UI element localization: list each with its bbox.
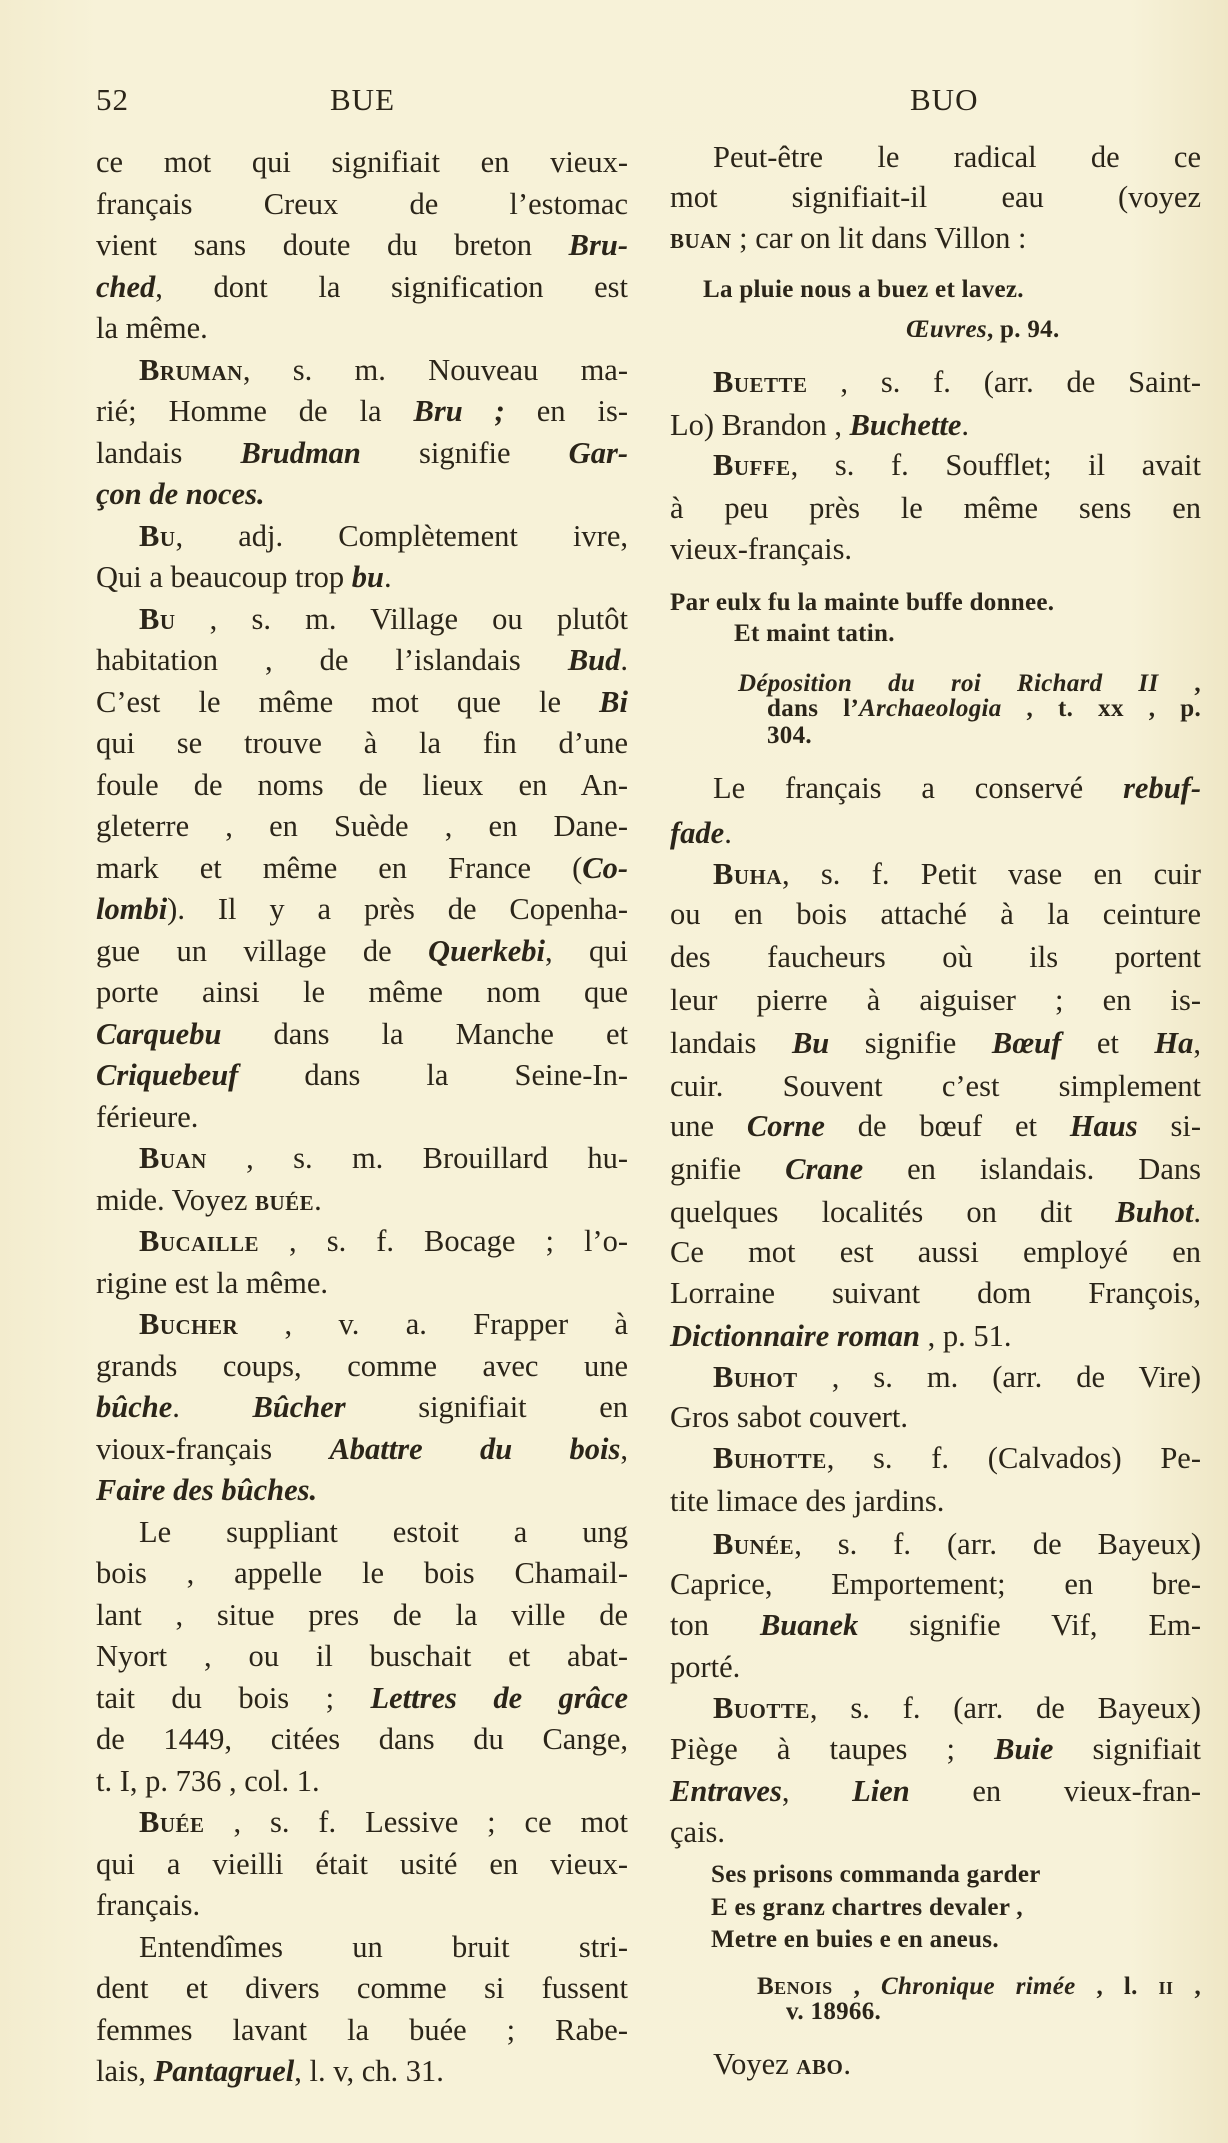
- headword: Buotte: [713, 1691, 810, 1725]
- text-line: [670, 813, 1201, 853]
- text-run: la même.: [96, 311, 208, 345]
- text-line: [670, 1066, 1201, 1106]
- italic-term: Archaeologia: [859, 695, 1002, 722]
- text-line: [96, 474, 628, 514]
- headword: Buette: [713, 365, 808, 399]
- italic-term: Bœuf: [991, 1026, 1062, 1060]
- text-line: [139, 1927, 628, 1967]
- quotation-line: [703, 270, 1201, 310]
- italic-term: Bi: [599, 684, 628, 719]
- text-run: leur pierre à aiguiser ; en is-: [670, 983, 1201, 1017]
- text-line: [713, 445, 1201, 485]
- text-run: bois , appelle le bois Chamail-: [96, 1556, 628, 1590]
- text-line: [670, 1149, 1201, 1189]
- text-line: [96, 1346, 628, 1386]
- headword: ii: [1158, 1973, 1174, 2000]
- text-run: ,: [1193, 1026, 1201, 1060]
- text-run: qui a vieilli était usité en vieux-: [96, 1846, 628, 1881]
- italic-term: Ha: [1154, 1026, 1194, 1060]
- text-line: [96, 682, 628, 722]
- text-run: de 1449, citées dans du Cange,: [96, 1722, 628, 1756]
- text-run: Piège à taupes ;: [670, 1732, 995, 1766]
- text-run: signifie: [360, 435, 569, 470]
- text-run: rigine est la même.: [96, 1265, 329, 1300]
- text-run: .: [384, 560, 392, 594]
- text-line: [139, 1802, 628, 1842]
- text-line: [96, 1055, 628, 1095]
- headword: buée: [254, 1182, 315, 1217]
- text-run: dans la Seine-In-: [238, 1058, 628, 1092]
- quotation-line: [734, 614, 1201, 654]
- text-line: [96, 723, 628, 763]
- text-run: Caprice, Emportement; en bre-: [670, 1567, 1201, 1601]
- italic-term: Faire des bûches.: [96, 1473, 318, 1507]
- text-run: signifiait: [1053, 1732, 1201, 1766]
- text-line: [713, 1438, 1201, 1478]
- text-run: , l.: [1075, 1973, 1159, 2000]
- italic-term: Dictionnaire roman: [670, 1319, 920, 1353]
- text-run: .: [620, 643, 628, 677]
- text-run: Le français a conservé: [713, 771, 1124, 805]
- text-run: ,: [1173, 1973, 1201, 2000]
- text-line: [670, 1192, 1201, 1232]
- text-run: mide. Voyez: [96, 1182, 255, 1217]
- italic-term: Buanek: [759, 1608, 859, 1642]
- text-line: [670, 980, 1201, 1020]
- italic-term: Bûcher: [252, 1390, 346, 1424]
- italic-term: ched: [96, 269, 156, 304]
- text-run: rié; Homme de la: [96, 394, 414, 428]
- text-run: .: [724, 816, 732, 850]
- text-line: [670, 1729, 1201, 1769]
- text-run: foule de noms de lieux en An-: [96, 767, 628, 802]
- text-run: La pluie nous a buez et lavez.: [703, 276, 1024, 303]
- text-line: [670, 1605, 1201, 1645]
- text-line: [96, 184, 628, 224]
- text-run: femmes lavant la buée ; Rabe-: [96, 2012, 628, 2047]
- text-run: , s. f. Lessive ; ce mot: [204, 1805, 628, 1839]
- text-line: [96, 1761, 628, 1801]
- italic-term: Carquebu: [96, 1016, 222, 1051]
- headword: Bu: [139, 518, 176, 553]
- text-line: [96, 225, 628, 265]
- text-run: gnifie: [670, 1152, 786, 1186]
- text-line: [96, 1014, 628, 1054]
- text-line: [96, 1553, 628, 1593]
- page-number: 52: [96, 82, 129, 117]
- text-run: .: [961, 408, 970, 442]
- text-run: à peu près le même sens en: [670, 491, 1201, 525]
- italic-term: Entraves: [670, 1774, 782, 1808]
- text-line: [139, 599, 628, 639]
- text-run: porté.: [670, 1650, 741, 1684]
- text-run: Nyort , ou il buschait et abat-: [96, 1639, 628, 1673]
- text-line: [96, 931, 628, 971]
- italic-term: Bu: [791, 1026, 830, 1060]
- text-run: , p. 51.: [919, 1319, 1012, 1353]
- text-run: français Creux de l’estomac: [96, 186, 628, 221]
- text-run: et: [1061, 1026, 1155, 1060]
- italic-term: Crane: [785, 1152, 864, 1186]
- headword: Bu: [139, 601, 176, 636]
- text-run: , dont la signification est: [155, 269, 628, 304]
- text-run: en is-: [504, 394, 629, 428]
- text-line: [96, 2010, 628, 2050]
- text-run: landais: [670, 1026, 792, 1060]
- text-run: ; car on lit dans Villon :: [731, 221, 1027, 255]
- text-run: , s. f. Petit vase en cuir: [782, 857, 1201, 891]
- text-line: [96, 142, 628, 182]
- text-line: [96, 433, 628, 473]
- text-run: tite limace des jardins.: [670, 1484, 945, 1518]
- text-line: [670, 894, 1201, 934]
- text-line: [670, 405, 1201, 445]
- italic-term: Criquebeuf: [96, 1058, 239, 1092]
- italic-term: lombi: [96, 892, 168, 926]
- italic-term: Pantagruel: [153, 2054, 295, 2088]
- text-run: signifiait en: [345, 1390, 628, 1424]
- text-line: [670, 1232, 1201, 1272]
- text-run: , s. m. Brouillard hu-: [206, 1141, 628, 1175]
- text-line: [713, 768, 1201, 808]
- headword: buan: [670, 221, 732, 255]
- text-line: [96, 1678, 628, 1718]
- text-line: [96, 1719, 628, 1759]
- text-run: porte ainsi le même nom que: [96, 975, 628, 1009]
- text-run: tait du bois ;: [96, 1680, 371, 1715]
- text-line: [96, 1097, 628, 1137]
- italic-term: Déposition du roi Richard II: [738, 670, 1159, 697]
- text-line: [139, 1221, 628, 1261]
- text-run: vioux-français: [96, 1431, 330, 1466]
- italic-term: Bru ;: [413, 394, 505, 428]
- headword: abo: [796, 2047, 844, 2081]
- text-run: dans l’: [767, 695, 860, 722]
- text-line: [96, 1263, 628, 1303]
- text-run: en vieux-fran-: [909, 1774, 1201, 1808]
- text-run: , adj. Complètement ivre,: [175, 518, 628, 553]
- text-run: grands coups, comme avec une: [96, 1348, 628, 1383]
- text-line: [96, 308, 628, 348]
- text-run: , qui: [544, 933, 628, 968]
- headword: Buhot: [713, 1360, 798, 1394]
- text-run: Peut-être le radical de ce: [713, 140, 1201, 174]
- text-run: , s. m. Village ou plutôt: [175, 601, 628, 636]
- italic-term: Œuvres: [906, 316, 987, 343]
- text-run: mot signifiait-il eau (voyez: [670, 180, 1201, 214]
- text-run: habitation , de l’islandais: [96, 643, 568, 677]
- text-run: vieux-français.: [670, 532, 853, 566]
- text-line: [139, 350, 628, 390]
- text-line: [96, 1885, 628, 1925]
- right-column: [670, 0, 1201, 2143]
- text-line: [670, 177, 1201, 217]
- text-run: une: [670, 1109, 747, 1143]
- text-run: Par eulx fu la mainte buffe donnee.: [670, 589, 1055, 616]
- quotation-line: [767, 716, 1201, 756]
- text-run: français.: [96, 1888, 201, 1922]
- text-run: mark et même en France (: [96, 850, 583, 885]
- text-line: [96, 1844, 628, 1884]
- text-run: , l. v, ch. 31.: [294, 2054, 444, 2088]
- headword: Buha: [713, 857, 783, 891]
- headword: Bucher: [139, 1307, 239, 1341]
- italic-term: Brudman: [240, 435, 361, 470]
- text-run: .: [1193, 1195, 1201, 1229]
- italic-term: Buie: [994, 1732, 1054, 1766]
- text-run: ,: [781, 1774, 853, 1808]
- text-line: [670, 488, 1201, 528]
- text-run: gleterre , en Suède , en Dane-: [96, 809, 628, 843]
- italic-term: Corne: [746, 1109, 825, 1143]
- italic-term: Gar-: [568, 435, 628, 470]
- headword: Bunée: [713, 1527, 795, 1561]
- text-run: , s. m. (arr. de Vire): [797, 1360, 1201, 1394]
- italic-term: Abattre du bois: [329, 1431, 621, 1466]
- text-run: Entendîmes un bruit stri-: [139, 1929, 628, 1964]
- italic-term: bu: [351, 560, 384, 594]
- text-line: [713, 137, 1201, 177]
- text-line: [139, 1138, 628, 1178]
- right-running-head: BUO: [910, 82, 979, 117]
- text-line: [96, 1636, 628, 1676]
- headword: Buhotte: [713, 1441, 827, 1475]
- text-run: Et maint tatin.: [734, 620, 895, 647]
- text-run: ). Il y a près de Copenha-: [167, 892, 628, 926]
- text-run: Ses prisons commanda garder: [711, 1861, 1041, 1888]
- text-run: Voyez: [713, 2047, 797, 2081]
- text-line: [96, 557, 628, 597]
- text-run: .: [314, 1182, 322, 1217]
- text-line: [713, 854, 1201, 894]
- text-run: , t. xx , p.: [1001, 695, 1201, 722]
- italic-term: fade: [670, 816, 725, 850]
- text-run: , p. 94.: [986, 316, 1060, 343]
- text-run: cuir. Souvent c’est simplement: [670, 1069, 1201, 1103]
- text-line: [139, 516, 628, 556]
- text-run: C’est le même mot que le: [96, 684, 600, 719]
- text-run: , s. f. (arr. de Saint-: [807, 365, 1201, 399]
- text-line: [670, 1106, 1201, 1146]
- text-line: [670, 1771, 1201, 1811]
- italic-term: Bud: [567, 643, 621, 677]
- text-line: [96, 267, 628, 307]
- headword: Bucaille: [139, 1224, 260, 1258]
- text-line: [96, 640, 628, 680]
- text-line: [139, 1512, 628, 1552]
- headword: Buan: [139, 1141, 207, 1175]
- italic-term: rebuf-: [1123, 771, 1201, 805]
- text-run: lais,: [96, 2054, 154, 2088]
- headword: Buffe: [713, 448, 791, 482]
- text-line: [139, 1304, 628, 1344]
- text-run: ton: [670, 1608, 760, 1642]
- text-line: [96, 1180, 628, 1220]
- text-line: [670, 1273, 1201, 1313]
- text-line: [670, 1812, 1201, 1852]
- text-run: ,: [620, 1431, 628, 1466]
- text-run: ,: [1158, 670, 1201, 697]
- text-run: v. 18966.: [786, 1998, 882, 2025]
- text-run: , s. f. Bocage ; l’o-: [259, 1224, 628, 1258]
- text-line: [96, 2051, 628, 2091]
- italic-term: Buchette: [849, 408, 962, 442]
- italic-term: Querkebi: [428, 933, 545, 968]
- headword: Benois: [757, 1973, 833, 2000]
- text-run: E es granz chartres devaler ,: [711, 1894, 1023, 1921]
- text-run: Gros sabot couvert.: [670, 1400, 909, 1434]
- quotation-line: [906, 310, 1201, 350]
- text-run: Metre en buies e en aneus.: [711, 1926, 999, 1953]
- text-line: [670, 1564, 1201, 1604]
- text-run: t. I, p. 736 , col. 1.: [96, 1763, 320, 1798]
- text-run: Ce mot est aussi employé en: [670, 1235, 1201, 1269]
- quotation-line: [786, 1992, 1201, 2032]
- text-run: ,: [832, 1973, 882, 2000]
- text-run: férieure.: [96, 1099, 199, 1134]
- italic-term: Co-: [582, 850, 628, 885]
- text-line: [670, 1023, 1201, 1063]
- text-run: landais: [96, 435, 241, 470]
- text-run: , s. f. (arr. de Bayeux): [794, 1527, 1201, 1561]
- text-line: [96, 1429, 628, 1469]
- italic-term: Haus: [1069, 1109, 1138, 1143]
- text-run: lant , situe pres de la ville de: [96, 1597, 628, 1632]
- text-line: [96, 1387, 628, 1427]
- text-run: des faucheurs où ils portent: [670, 940, 1201, 974]
- text-run: si-: [1137, 1109, 1202, 1143]
- text-run: 304.: [767, 722, 812, 749]
- italic-term: Chronique rimée: [881, 1973, 1076, 2000]
- text-run: Qui a beaucoup trop: [96, 560, 352, 594]
- text-line: [713, 362, 1201, 402]
- text-line: [670, 1397, 1201, 1437]
- text-run: , s. m. Nouveau ma-: [242, 352, 628, 387]
- text-run: ce mot qui signifiait en vieux-: [96, 145, 628, 179]
- text-run: quelques localités on dit: [670, 1195, 1116, 1229]
- text-line: [96, 848, 628, 888]
- text-line: [713, 1688, 1201, 1728]
- headword: Buée: [139, 1805, 205, 1839]
- text-run: gue un village de: [96, 933, 429, 968]
- text-line: [670, 1647, 1201, 1687]
- text-line: [96, 1595, 628, 1635]
- text-run: de bœuf et: [824, 1109, 1070, 1143]
- text-run: Le suppliant estoit a ung: [139, 1514, 628, 1549]
- text-run: Lo) Brandon ,: [670, 408, 850, 442]
- text-run: , v. a. Frapper à: [238, 1307, 628, 1341]
- left-running-head: BUE: [330, 82, 395, 117]
- text-line: [670, 529, 1201, 569]
- italic-term: bûche: [96, 1390, 173, 1424]
- text-run: , s. f. Soufflet; il avait: [790, 448, 1201, 482]
- text-run: dent et divers comme si fussent: [96, 1971, 628, 2005]
- text-line: [713, 2044, 1201, 2084]
- text-line: [96, 1470, 628, 1510]
- left-column: [96, 0, 628, 2143]
- text-line: [670, 1481, 1201, 1521]
- italic-term: Buhot: [1115, 1195, 1194, 1229]
- text-run: Lorraine suivant dom François,: [670, 1276, 1201, 1310]
- italic-term: Lien: [852, 1774, 910, 1808]
- text-line: [96, 765, 628, 805]
- text-line: [713, 1357, 1201, 1397]
- text-line: [96, 1968, 628, 2008]
- text-run: dans la Manche et: [221, 1016, 628, 1051]
- text-run: vient sans doute du breton: [96, 228, 569, 262]
- text-line: [96, 889, 628, 929]
- text-run: , s. f. (Calvados) Pe-: [826, 1441, 1201, 1475]
- text-run: signifie Vif, Em-: [858, 1608, 1201, 1642]
- italic-term: Lettres de grâce: [370, 1680, 629, 1715]
- text-run: ou en bois attaché à la ceinture: [670, 897, 1201, 931]
- text-run: qui se trouve à la fin d’une: [96, 726, 628, 760]
- text-line: [670, 1316, 1201, 1356]
- text-run: çais.: [670, 1815, 726, 1849]
- text-line: [670, 937, 1201, 977]
- text-line: [670, 218, 1201, 258]
- italic-term: çon de noces.: [96, 477, 265, 511]
- text-line: [96, 806, 628, 846]
- text-run: .: [843, 2047, 851, 2081]
- quotation-line: [711, 1920, 1201, 1960]
- text-run: , s. f. (arr. de Bayeux): [809, 1691, 1201, 1725]
- text-line: [713, 1524, 1201, 1564]
- text-line: [96, 972, 628, 1012]
- text-run: en islandais. Dans: [863, 1152, 1201, 1186]
- headword: Bruman: [139, 352, 243, 387]
- text-line: [96, 391, 628, 431]
- text-run: signifie: [829, 1026, 992, 1060]
- text-run: .: [172, 1390, 253, 1424]
- italic-term: Bru-: [568, 228, 628, 262]
